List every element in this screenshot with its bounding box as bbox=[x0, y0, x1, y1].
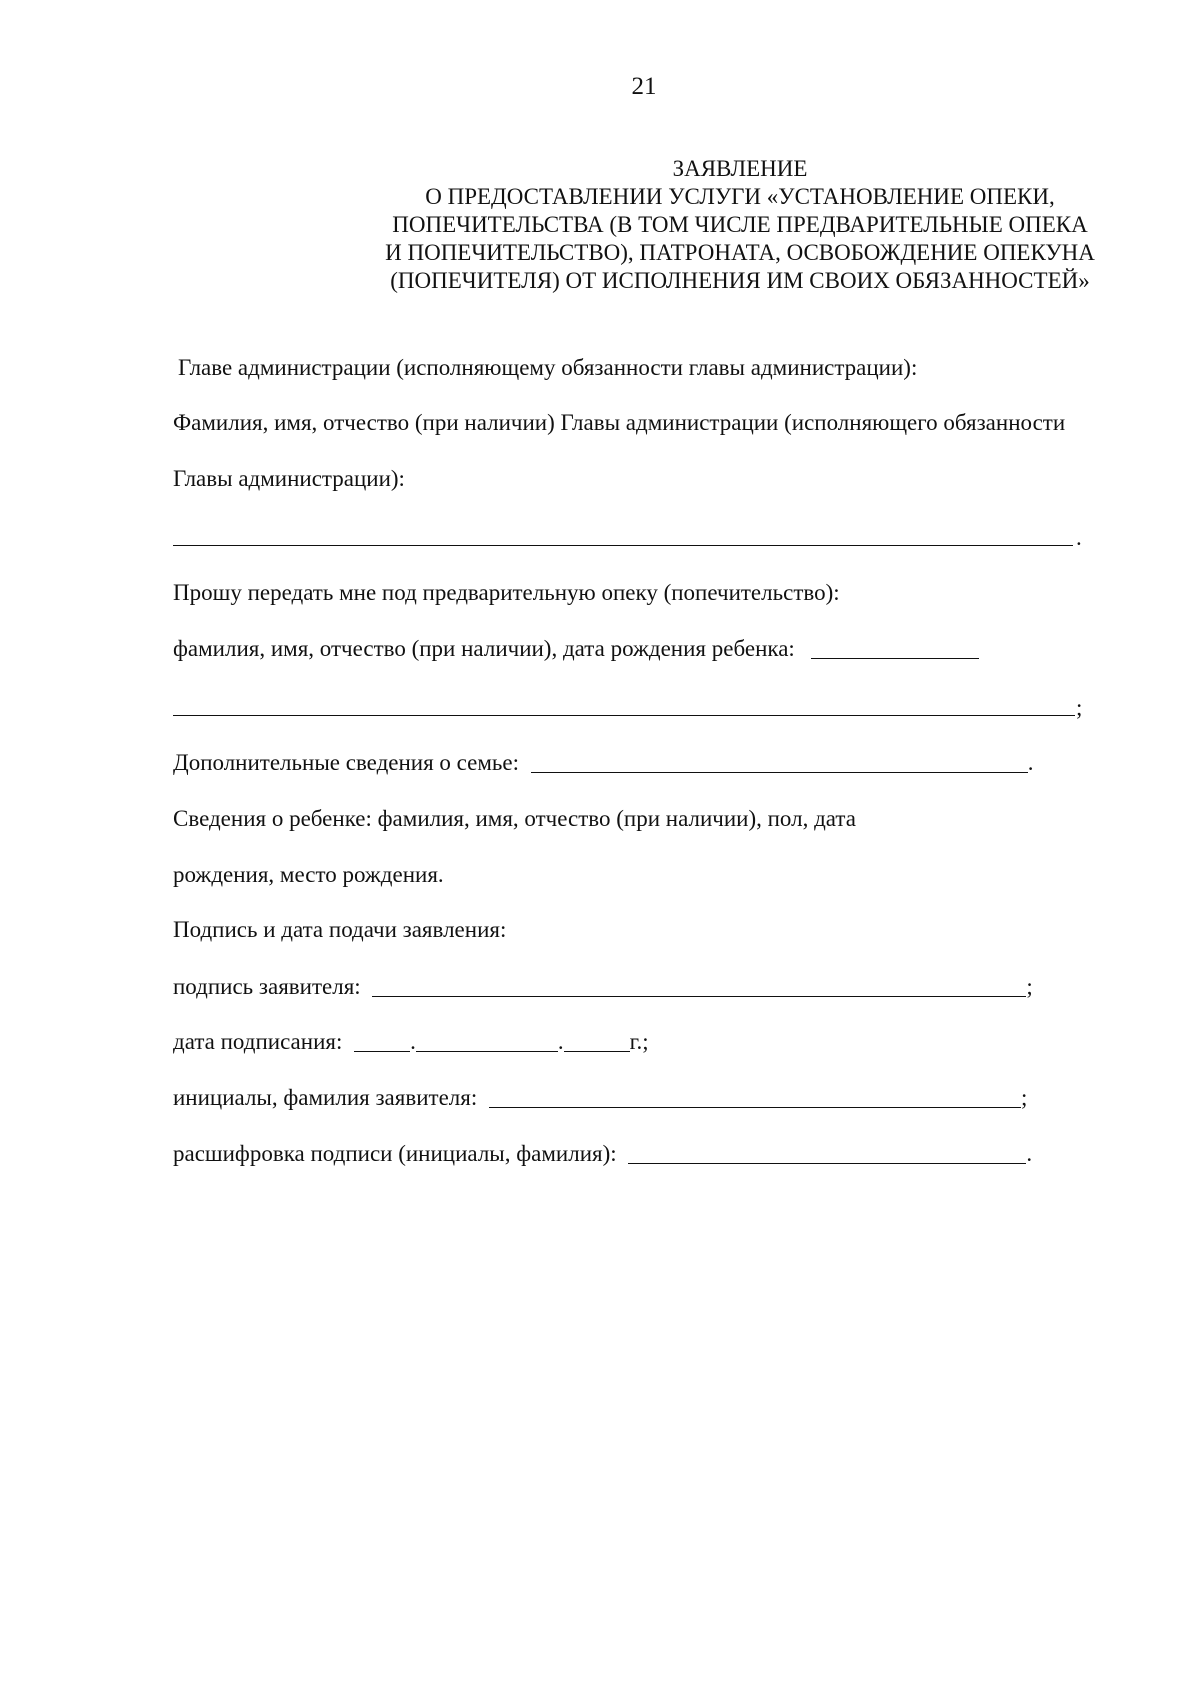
date-separator: . bbox=[410, 1029, 416, 1054]
title-line: (ПОПЕЧИТЕЛЯ) ОТ ИСПОЛНЕНИЯ ИМ СВОИХ ОБЯЗАННОСТЕЙ» bbox=[390, 268, 1090, 293]
transcript-row bbox=[173, 1139, 1032, 1169]
date-day-field[interactable] bbox=[354, 1029, 410, 1052]
signature-heading: Подпись и дата подачи заявления: bbox=[173, 917, 507, 942]
document-title bbox=[260, 155, 1200, 295]
transcript-field[interactable] bbox=[628, 1141, 1026, 1164]
family-field[interactable] bbox=[531, 750, 1028, 773]
date-month-field[interactable] bbox=[416, 1029, 558, 1052]
title-line: ПОПЕЧИТЕЛЬСТВА (В ТОМ ЧИСЛЕ ПРЕДВАРИТЕЛЬНЫЕ ОПЕКА bbox=[392, 212, 1088, 237]
applicant-signature-end: ; bbox=[1026, 974, 1033, 999]
date-separator: . bbox=[557, 1029, 564, 1054]
page-number: 21 bbox=[631, 73, 657, 100]
date-suffix: г.; bbox=[629, 1029, 649, 1054]
family-end-mark: . bbox=[1027, 750, 1034, 775]
applicant-signature-row bbox=[173, 972, 1033, 1002]
applicant-signature-label: подпись заявителя: bbox=[173, 974, 361, 999]
child-info-line: рождения, место рождения. bbox=[173, 862, 444, 887]
addressee-name-field[interactable] bbox=[173, 544, 1073, 546]
addressee-line: Фамилия, имя, отчество (при наличии) Главы администрации (исполняющего обязанности bbox=[173, 410, 1066, 435]
child-info-line: Сведения о ребенке: фамилия, имя, отчество (при наличии), пол, дата bbox=[173, 806, 856, 831]
addressee-end-mark: . bbox=[1076, 525, 1082, 550]
addressee-line: Главы администрации): bbox=[173, 466, 405, 491]
transcript-label: расшифровка подписи (инициалы, фамилия): bbox=[173, 1141, 617, 1166]
initials-field[interactable] bbox=[489, 1085, 1021, 1108]
request-end-mark: ; bbox=[1076, 695, 1083, 720]
signing-date-label: дата подписания: bbox=[173, 1029, 343, 1054]
initials-label: инициалы, фамилия заявителя: bbox=[173, 1085, 478, 1110]
child-name-field-continued[interactable] bbox=[173, 714, 1075, 716]
title-line: О ПРЕДОСТАВЛЕНИИ УСЛУГИ «УСТАНОВЛЕНИЕ ОПЕКИ, bbox=[425, 184, 1055, 209]
title-line: ЗАЯВЛЕНИЕ bbox=[672, 156, 808, 181]
child-name-field[interactable] bbox=[811, 636, 979, 659]
request-line: Прошу передать мне под предварительную опеку (попечительство): bbox=[173, 580, 840, 605]
initials-row bbox=[173, 1083, 1027, 1113]
child-name-label: фамилия, имя, отчество (при наличии), дата рождения ребенка: bbox=[173, 636, 795, 661]
family-row bbox=[173, 748, 1034, 778]
date-year-field[interactable] bbox=[564, 1029, 630, 1052]
signing-date-row bbox=[173, 1027, 649, 1057]
addressee-line: Главе администрации (исполняющему обязанности главы администрации): bbox=[178, 355, 918, 380]
child-name-row bbox=[173, 634, 979, 664]
initials-end: ; bbox=[1020, 1085, 1028, 1110]
title-line: И ПОПЕЧИТЕЛЬСТВО), ПАТРОНАТА, ОСВОБОЖДЕНИЕ ОПЕКУНА bbox=[385, 240, 1095, 265]
family-label: Дополнительные сведения о семье: bbox=[173, 750, 520, 775]
transcript-end: . bbox=[1026, 1141, 1033, 1166]
applicant-signature-field[interactable] bbox=[372, 974, 1026, 997]
